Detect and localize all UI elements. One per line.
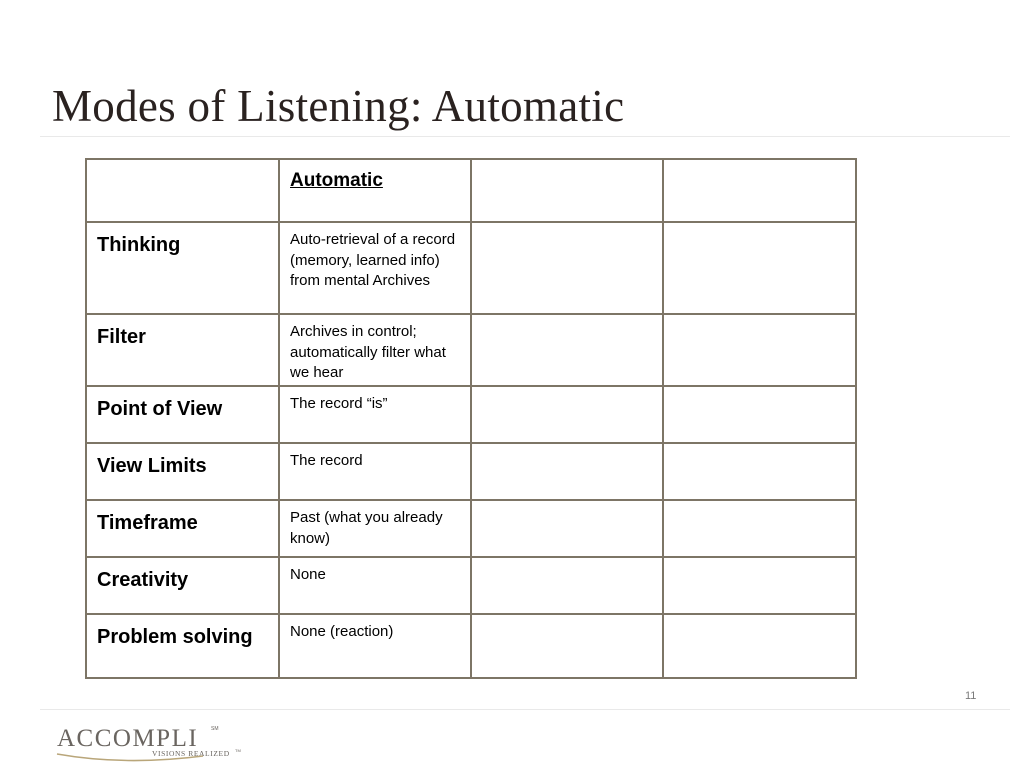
blank-cell — [471, 314, 663, 386]
row-label: Point of View — [87, 386, 279, 443]
table-header-row — [87, 160, 855, 222]
row-label: View Limits — [87, 443, 279, 500]
blank-cell — [471, 500, 663, 557]
header-cell-blank — [471, 160, 663, 222]
row-label: Thinking — [87, 222, 279, 314]
blank-cell — [663, 614, 855, 679]
automatic-cell: None — [279, 557, 471, 614]
table-row-creativity — [87, 557, 855, 614]
blank-cell — [471, 557, 663, 614]
title-divider — [40, 136, 1010, 137]
footer-divider — [40, 709, 1010, 710]
table-row-thinking — [87, 222, 855, 314]
automatic-cell: Auto-retrieval of a record (memory, learned info) from mental Archives — [279, 222, 471, 314]
blank-cell — [663, 443, 855, 500]
row-label: Timeframe — [87, 500, 279, 557]
table-row-timeframe — [87, 500, 855, 557]
header-cell-blank — [663, 160, 855, 222]
blank-cell — [663, 314, 855, 386]
logo-tagline: VISIONS REALIZED — [152, 749, 230, 758]
logo-service-mark: SM — [211, 726, 219, 732]
automatic-cell: None (reaction) — [279, 614, 471, 679]
row-label: Problem solving — [87, 614, 279, 679]
automatic-cell: The record — [279, 443, 471, 500]
row-label: Creativity — [87, 557, 279, 614]
blank-cell — [663, 500, 855, 557]
automatic-cell: Archives in control; automatically filter what we hear — [279, 314, 471, 386]
page-number: 11 — [965, 690, 977, 702]
comparison-table — [85, 158, 857, 679]
header-cell-automatic: Automatic — [279, 160, 471, 222]
blank-cell — [471, 443, 663, 500]
logo-trade-mark: TM — [235, 748, 241, 753]
logo-wordmark: ACCOMPLI — [57, 725, 199, 752]
automatic-cell: Past (what you already know) — [279, 500, 471, 557]
table-row-view-limits — [87, 443, 855, 500]
table-row-point-of-view — [87, 386, 855, 443]
row-label: Filter — [87, 314, 279, 386]
automatic-cell: The record “is” — [279, 386, 471, 443]
blank-cell — [663, 222, 855, 314]
accompli-logo — [55, 718, 255, 762]
table-row-filter — [87, 314, 855, 386]
blank-cell — [471, 386, 663, 443]
slide-title: Modes of Listening: Automatic — [52, 81, 625, 131]
blank-cell — [471, 614, 663, 679]
blank-cell — [471, 222, 663, 314]
blank-cell — [663, 386, 855, 443]
table-row-problem-solving — [87, 614, 855, 679]
header-cell-empty — [87, 160, 279, 222]
blank-cell — [663, 557, 855, 614]
